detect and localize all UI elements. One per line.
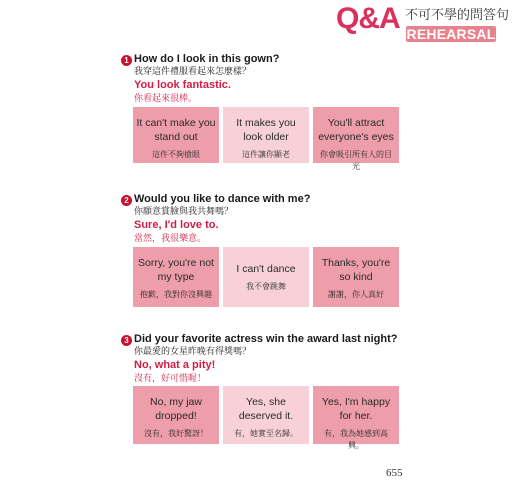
option-zh: 謝謝，你人真好: [328, 290, 384, 299]
answer-en: You look fantastic.: [134, 79, 231, 91]
option-en: No, my jaw dropped!: [150, 396, 202, 422]
option-box: [313, 107, 399, 171]
page-number: 655: [386, 467, 403, 479]
question-zh: 我穿這件禮服看起來怎麼樣？: [134, 67, 252, 77]
option-en: Thanks, you're so kind: [321, 257, 391, 283]
option-box: [223, 386, 309, 444]
header-title-zh: 不可不學的問答句: [405, 8, 510, 23]
header-qa-logo: Q&A: [336, 2, 400, 35]
option-zh: 有，我為她感到高興。: [324, 429, 388, 450]
option-en: Sorry, you're not my type: [138, 257, 214, 283]
answer-zh: 當然，我很樂意。: [134, 234, 207, 244]
option-en: It can't make you stand out: [136, 117, 216, 143]
question-zh: 你最愛的女星昨晚有得獎嗎？: [134, 347, 252, 357]
question-zh: 你願意賞臉與我共舞嗎？: [134, 207, 234, 217]
answer-en: No, what a pity!: [134, 359, 216, 371]
section-number-badge: 3: [121, 335, 132, 346]
option-en: Yes, she deserved it.: [238, 396, 294, 422]
option-box: [133, 386, 219, 444]
answer-zh: 沒有，好可惜喔！: [134, 374, 207, 384]
question-en: Would you like to dance with me?: [134, 193, 311, 205]
option-box: [223, 107, 309, 163]
option-zh: 有，她實至名歸。: [234, 429, 298, 438]
header-title-en: REHEARSAL: [406, 26, 496, 42]
option-box: [133, 107, 219, 163]
option-en: You'll attract everyone's eyes: [318, 117, 394, 143]
option-box: [133, 247, 219, 307]
option-zh: 我不會跳舞: [246, 282, 286, 291]
option-box: [313, 247, 399, 307]
section-number-badge: 1: [121, 55, 132, 66]
answer-en: Sure, I'd love to.: [134, 219, 219, 231]
option-en: It makes you look older: [236, 117, 296, 143]
section-number-badge: 2: [121, 195, 132, 206]
answer-zh: 你看起來很棒。: [134, 94, 198, 104]
question-en: How do I look in this gown?: [134, 53, 280, 65]
option-box: [313, 386, 399, 450]
option-zh: 這件讓你顯老: [242, 150, 290, 159]
option-box: [223, 247, 309, 307]
option-zh: 這件不夠搶眼: [152, 150, 200, 159]
option-en: Yes, I'm happy for her.: [321, 396, 391, 422]
option-zh: 抱歉，我對你沒興趣: [140, 290, 212, 299]
option-en: I can't dance: [236, 263, 296, 275]
question-en: Did your favorite actress win the award last night?: [134, 333, 398, 345]
option-zh: 你會吸引所有人的目光: [320, 150, 392, 171]
option-zh: 沒有，我好驚訝！: [144, 429, 208, 438]
